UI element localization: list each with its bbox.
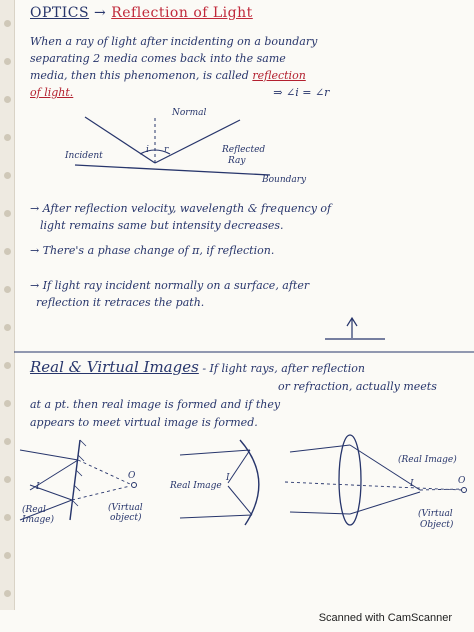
ray-line [20, 450, 78, 460]
real-image-label: Real Image [170, 481, 222, 491]
angle-i-label: i [146, 145, 149, 155]
title-arrow: → [94, 5, 107, 21]
object-point [462, 488, 467, 493]
real-image-label: (Real Image) [398, 455, 457, 465]
term-of-light: of light. [30, 86, 74, 99]
image-point-label: I [226, 473, 230, 483]
left-mirror-diagram [20, 440, 143, 525]
list-item: reflection it retraces the path. [36, 296, 205, 309]
images-line-text: If light rays, after reflection [209, 362, 365, 375]
ray-line [290, 512, 350, 514]
images-line: appears to meet virtual image is formed. [30, 416, 258, 429]
object-point-label: O [128, 471, 136, 481]
ray-line [228, 450, 250, 483]
list-item: light remains same but intensity decreases. [40, 219, 284, 232]
image-point-label: I [410, 479, 414, 489]
angle-r-label: r [164, 145, 169, 155]
principal-axis [285, 482, 462, 490]
normal-label: Normal [172, 108, 207, 118]
section-subtitle: Real & Virtual Images [30, 358, 199, 376]
law-of-reflection: ⇒ ∠i = ∠r [273, 86, 330, 99]
dashed-extension [72, 486, 130, 500]
ray-line [180, 450, 250, 455]
heading-label: Reflection of Light [111, 5, 253, 21]
boundary-label: Boundary [262, 175, 307, 185]
topic-label: OPTICS [30, 5, 90, 21]
convex-lens-diagram [285, 435, 467, 530]
ray-line [180, 515, 252, 518]
object-point-label: O [458, 476, 466, 486]
ray-label: Ray [228, 156, 246, 166]
definition-line-text: media, then this phenomenon, is called [30, 69, 249, 82]
mirror-line [70, 440, 80, 520]
list-item: → After reflection velocity, wavelength & frequency of [30, 202, 332, 215]
scanner-watermark: Scanned with CamScanner [318, 612, 452, 624]
real-image-label: (Real [22, 505, 46, 515]
incident-label: Incident [65, 151, 103, 161]
images-line: at a pt. then real image is formed and if they [30, 398, 281, 411]
concave-mirror-diagram [169, 440, 259, 525]
list-item: → There's a phase change of π, if reflection. [30, 244, 275, 257]
real-image-label: Image) [22, 515, 55, 525]
virtual-object-label: (Virtual [108, 503, 143, 513]
virtual-object-label: (Virtual [418, 509, 453, 519]
images-line: or refraction, actually meets [278, 380, 437, 393]
image-point-label: I [36, 482, 40, 492]
ray-line [228, 486, 252, 515]
object-point [132, 483, 137, 488]
virtual-object-label: Object) [420, 520, 454, 530]
term-reflection: reflection [252, 69, 306, 82]
reflected-label: Reflected [222, 145, 266, 155]
subtitle-dash: - [202, 362, 207, 375]
list-item: → If light ray incident normally on a surface, after [30, 279, 310, 292]
definition-line: When a ray of light after incidenting on a boundary [30, 35, 318, 48]
definition-line: separating 2 media comes back into the same [30, 52, 286, 65]
dashed-extension [78, 460, 130, 484]
virtual-object-label: object) [110, 513, 142, 523]
